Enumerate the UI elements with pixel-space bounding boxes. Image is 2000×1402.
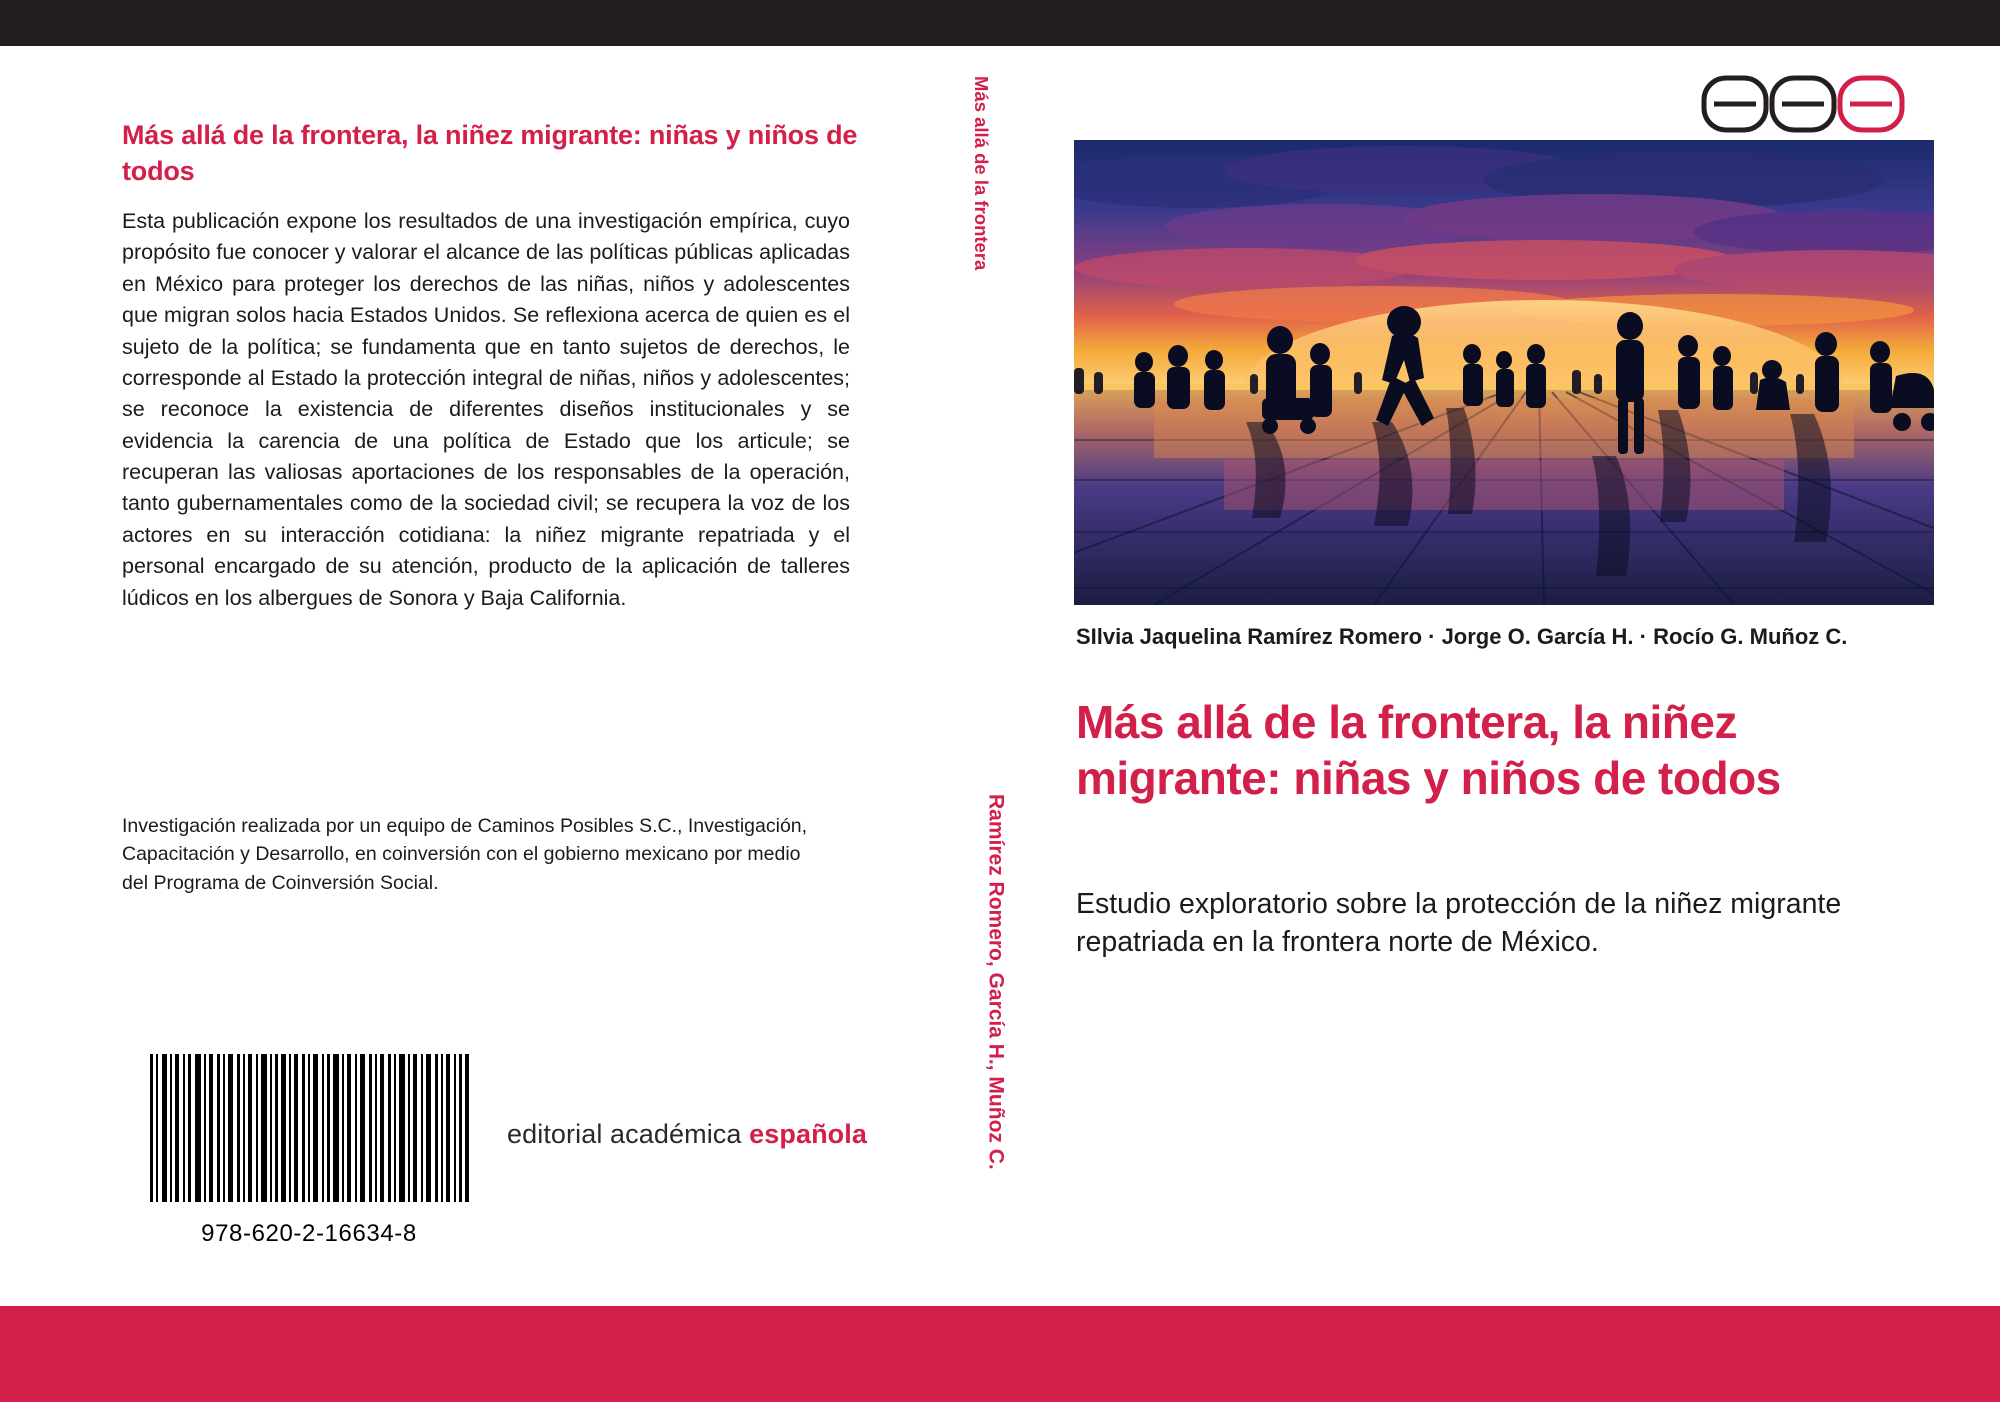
back-cover-title: Más allá de la frontera, la niñez migrante: niñas y niños de todos	[122, 120, 858, 186]
cover-photograph	[1074, 140, 1934, 605]
top-black-band	[0, 0, 2000, 46]
front-cover-title: Más allá de la frontera, la niñez migrante: niñas y niños de todos	[1076, 696, 1781, 805]
bottom-crimson-band	[0, 1306, 2000, 1402]
publisher-name-back-plain: editorial académica	[507, 1119, 750, 1149]
spine-authors: Ramírez Romero, García H., Muñoz C.	[984, 794, 1008, 1170]
front-cover-authors: SIlvia Jaquelina Ramírez Romero · Jorge O. García H. · Rocío G. Muñoz C.	[1076, 624, 1848, 649]
publisher-name-back	[507, 1119, 867, 1150]
right-white-margin	[1948, 46, 2000, 1306]
back-cover-note: Investigación realizada por un equipo de Caminos Posibles S.C., Investigación, Capacitación y Desarrollo, en coinversión con el gobierno mexicano por medio del Programa de Coinversión Social.	[122, 815, 808, 894]
front-cover	[1058, 46, 1948, 1306]
spine-title: Más allá de la frontera	[971, 76, 993, 271]
back-cover	[52, 46, 942, 1306]
back-cover-abstract: Esta publicación expone los resultados de una investigación empírica, cuyo propósito fue conocer y valorar el alcance de las políticas públicas aplicadas en México para proteger los derechos de las niñas, niños y adolescentes que migran solos hacia Estados Unidos. Se reflexiona acerca de quien es el sujeto de la política; se fundamenta que en tanto sujetos de derechos, le corresponde al Estado la protección integral de niñas, niños y adolescentes; se reconoce la existencia de diferentes diseños institucionales y se evidencia la carencia de una política de Estado que los articule; se recuperan las valiosas aportaciones de los responsables de la operación, tanto gubernamentales como de la sociedad civil; se recupera la voz de los actores en su interacción cotidiana: la niñez migrante repatriada y el personal encargado de su atención, producto de la aplicación de talleres lúdicos en los albergues de Sonora y Baja California.	[122, 209, 850, 610]
book-spine	[942, 46, 1058, 1306]
eae-logo-icon	[1700, 72, 1906, 136]
publisher-name-back-bold: española	[749, 1119, 867, 1149]
isbn-number: 978-620-2-16634-8	[201, 1220, 417, 1247]
barcode-block	[144, 1050, 474, 1248]
front-cover-subtitle: Estudio exploratorio sobre la protección de la niñez migrante repatriada en la frontera norte de México.	[1076, 888, 1842, 958]
barcode-image	[144, 1050, 474, 1206]
left-white-margin	[0, 46, 52, 1306]
